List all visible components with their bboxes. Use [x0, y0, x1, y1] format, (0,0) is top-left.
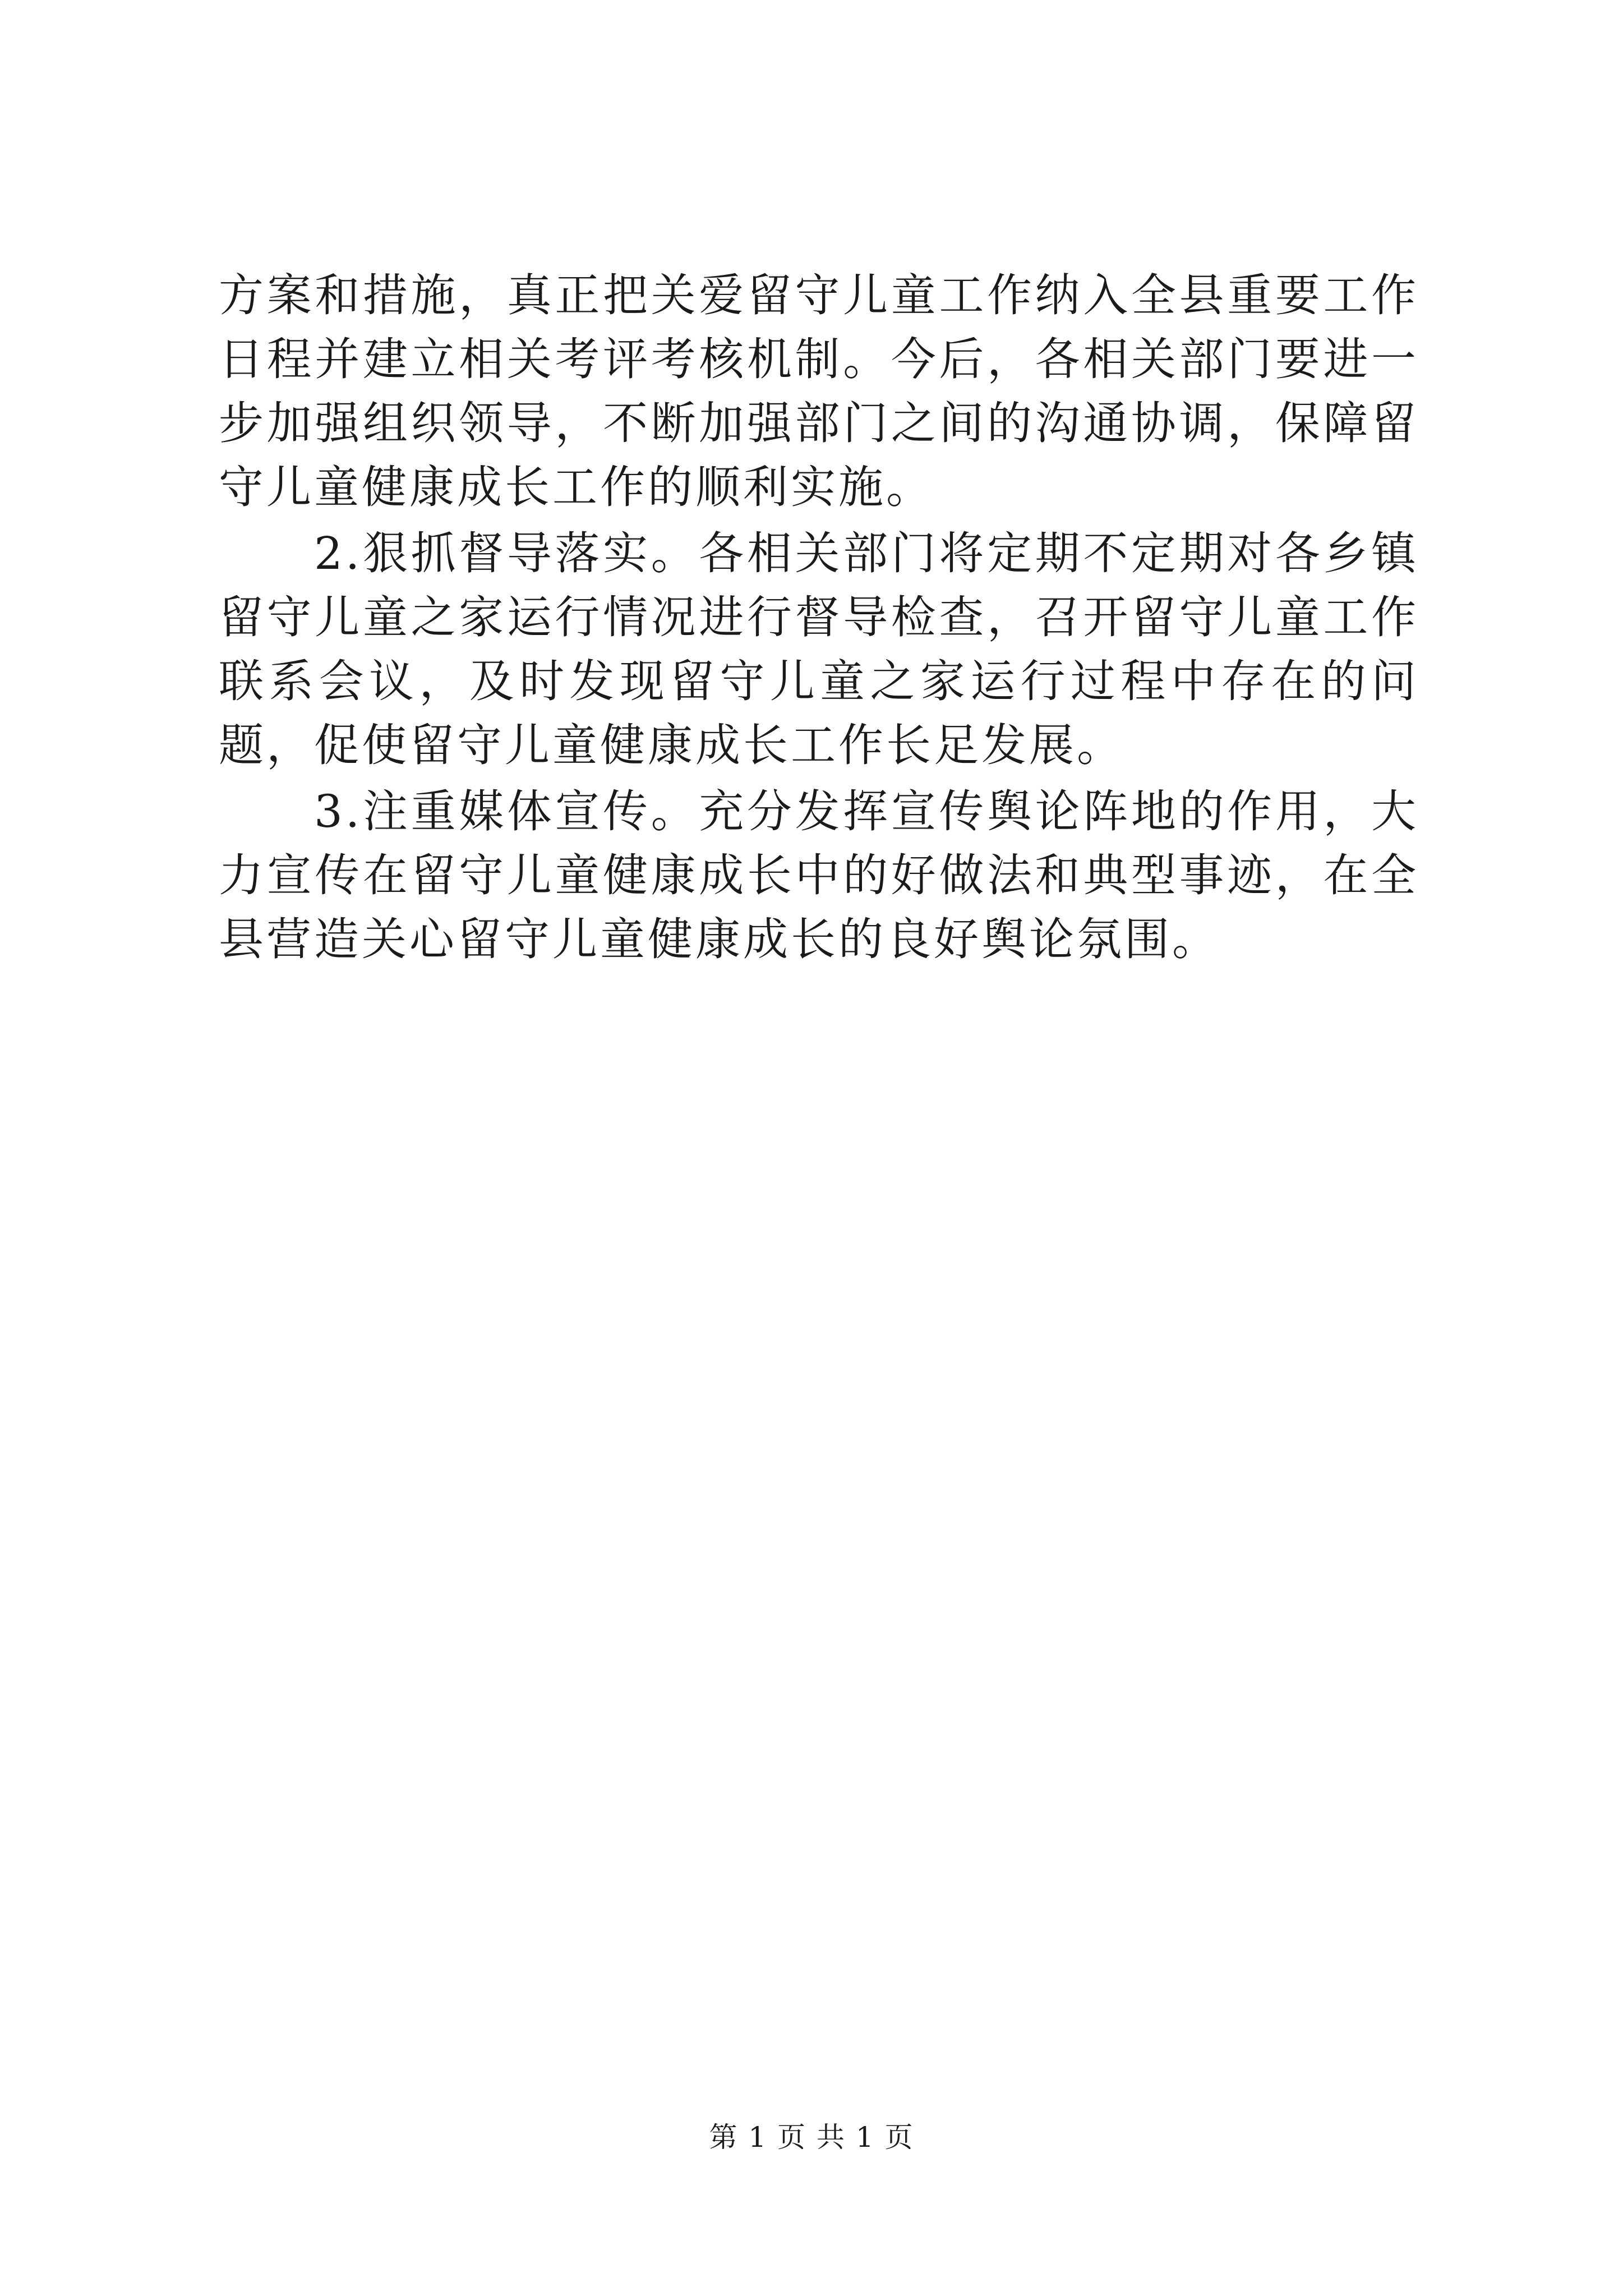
body-paragraph-media: 3.注重媒体宣传。充分发挥宣传舆论阵地的作用，大力宣传在留守儿童健康成长中的好做法和典型事迹，在全县营造关心留守儿童健康成长的良好舆论氛围。: [219, 785, 1419, 965]
document-body: [219, 264, 1419, 972]
body-paragraph: 方案和措施，真正把关爱留守儿童工作纳入全县重要工作日程并建立相关考评考核机制。今后，各相关部门要进一步加强组织领导，不断加强部门之间的沟通协调，保障留守儿童健康成长工作的顺利实施。: [219, 269, 1419, 513]
page-footer: 第 1 页 共 1 页: [709, 2121, 914, 2154]
body-paragraph-supervision: 2.狠抓督导落实。各相关部门将定期不定期对各乡镇留守儿童之家运行情况进行督导检查，召开留守儿童工作联系会议，及时发现留守儿童之家运行过程中存在的问题，促使留守儿童健康成长工作长足发展。: [219, 527, 1419, 771]
